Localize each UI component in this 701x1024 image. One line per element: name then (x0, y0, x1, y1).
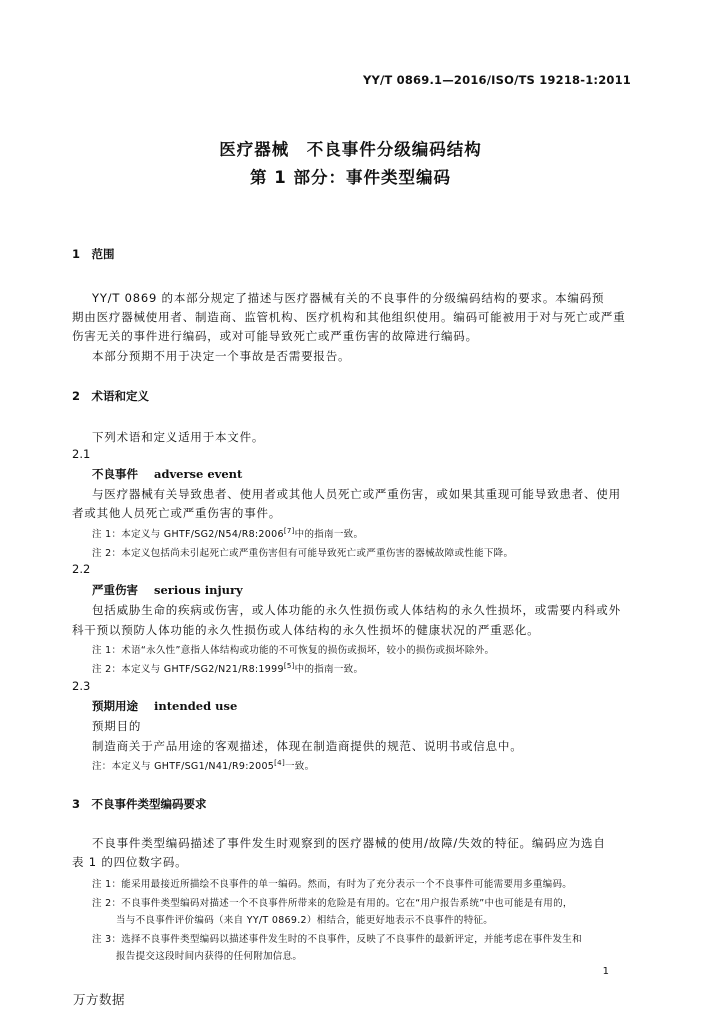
term-2-3-note (92, 758, 314, 772)
term-2-3-note-ref: [4] (274, 758, 285, 767)
document-title-line1: 医疗器械 不良事件分级编码结构 (219, 140, 482, 159)
term-2-3-zh: 预期用途 (92, 699, 138, 713)
section-2-heading: 2 术语和定义 (72, 389, 150, 403)
term-2-2-note1: 注 1：术语“永久性”意指人体结构或功能的不可恢复的损伤或损坏，较小的损伤或损坏除外。 (92, 645, 495, 656)
section-3-para-line2: 表 1 的四位数字码。 (72, 855, 188, 869)
section-1-para1-line2: 期由医疗器械使用者、制造商、监管机构、医疗机构和其他组织使用。编码可能被用于对与死亡或严重 (72, 310, 626, 324)
term-2-3-en: intended use (154, 699, 238, 713)
term-2-1-zh: 不良事件 (92, 467, 138, 481)
section-3-para-line1: 不良事件类型编码描述了事件发生时观察到的医疗器械的使用/故障/失效的特征。编码应为选自 (92, 836, 606, 850)
term-2-3-def: 制造商关于产品用途的客观描述，体现在制造商提供的规范、说明书或信息中。 (92, 739, 523, 753)
term-2-1-note2: 注 2：本定义包括尚未引起死亡或严重伤害但有可能导致死亡或严重伤害的器械故障或性能下降。 (92, 548, 514, 559)
section-3-note1: 注 1：能采用最接近所描绘不良事件的单一编码。然而，有时为了充分表示一个不良事件可能需要用多重编码。 (92, 879, 573, 890)
page-number: 1 (602, 966, 609, 977)
section-1-heading: 1 范围 (72, 247, 115, 261)
term-2-1-en: adverse event (154, 467, 243, 481)
term-2-2-en: serious injury (154, 583, 243, 597)
document-title-line2: 第 1 部分：事件类型编码 (250, 168, 451, 187)
term-2-3-alt: 预期目的 (92, 719, 142, 733)
term-2-2-title (92, 582, 243, 598)
term-2-2-note2 (92, 661, 363, 675)
section-3-note2-line1: 注 2：不良事件类型编码对描述一个不良事件所带来的危险是有用的。它在“用户报告系统”中也可能是有用的， (92, 898, 573, 909)
term-2-2-number: 2.2 (72, 562, 91, 576)
section-3-note3-line1: 注 3：选择不良事件类型编码以描述事件发生时的不良事件，反映了不良事件的最新评定，并能考虑在事件发生和 (92, 934, 582, 945)
term-2-3-note-text: 注：本定义与 GHTF/SG1/N41/R9:2005 (92, 761, 275, 772)
standard-code: YY/T 0869.1—2016/ISO/TS 19218-1:2011 (362, 73, 631, 87)
term-2-1-def-line1: 与医疗器械有关导致患者、使用者或其他人员死亡或严重伤害，或如果其重现可能导致患者、使用 (92, 487, 621, 501)
watermark-footer: 万方数据 (73, 992, 126, 1007)
section-1-para1-line1: YY/T 0869 的本部分规定了描述与医疗器械有关的不良事件的分级编码结构的要求。本编码预 (92, 291, 605, 305)
term-2-2-note2-ref: [5] (283, 661, 295, 670)
term-2-1-note1-ref: [7] (283, 526, 295, 535)
term-2-1-def-line2: 者或其他人员死亡或严重伤害的事件。 (72, 506, 282, 520)
term-2-1-number: 2.1 (72, 447, 91, 461)
section-2-intro: 下列术语和定义适用于本文件。 (92, 430, 265, 444)
section-3-heading: 3 不良事件类型编码要求 (72, 797, 207, 811)
term-2-2-note2-tail: 中的指南一致。 (294, 664, 364, 675)
term-2-3-title (92, 698, 237, 714)
term-2-3-note-tail: 一致。 (284, 761, 315, 772)
term-2-1-note1 (92, 526, 363, 540)
term-2-2-zh: 严重伤害 (92, 583, 138, 597)
section-1-para2: 本部分预期不用于决定一个事故是否需要报告。 (92, 349, 351, 363)
term-2-1-note1-tail: 中的指南一致。 (294, 529, 364, 540)
term-2-3-number: 2.3 (72, 679, 91, 693)
term-2-2-def-line2: 科干预以预防人体功能的永久性损伤或人体结构的永久性损坏的健康状况的严重恶化。 (72, 623, 540, 637)
section-3-note2-line2: 当与不良事件评价编码（来自 YY/T 0869.2）相结合，能更好地表示不良事件的特征。 (116, 915, 494, 926)
term-2-2-note2-text: 注 2：本定义与 GHTF/SG2/N21/R8:1999 (92, 664, 284, 675)
term-2-1-title (92, 466, 242, 482)
term-2-1-note1-text: 注 1：本定义与 GHTF/SG2/N54/R8:2006 (92, 529, 284, 540)
section-3-note3-line2: 报告提交这段时间内获得的任何附加信息。 (116, 951, 303, 962)
term-2-2-def-line1: 包括威胁生命的疾病或伤害，或人体功能的永久性损伤或人体结构的永久性损坏，或需要内科或外 (92, 603, 621, 617)
section-1-para1-line3: 伤害无关的事件进行编码，或对可能导致死亡或严重伤害的故障进行编码。 (72, 329, 478, 343)
